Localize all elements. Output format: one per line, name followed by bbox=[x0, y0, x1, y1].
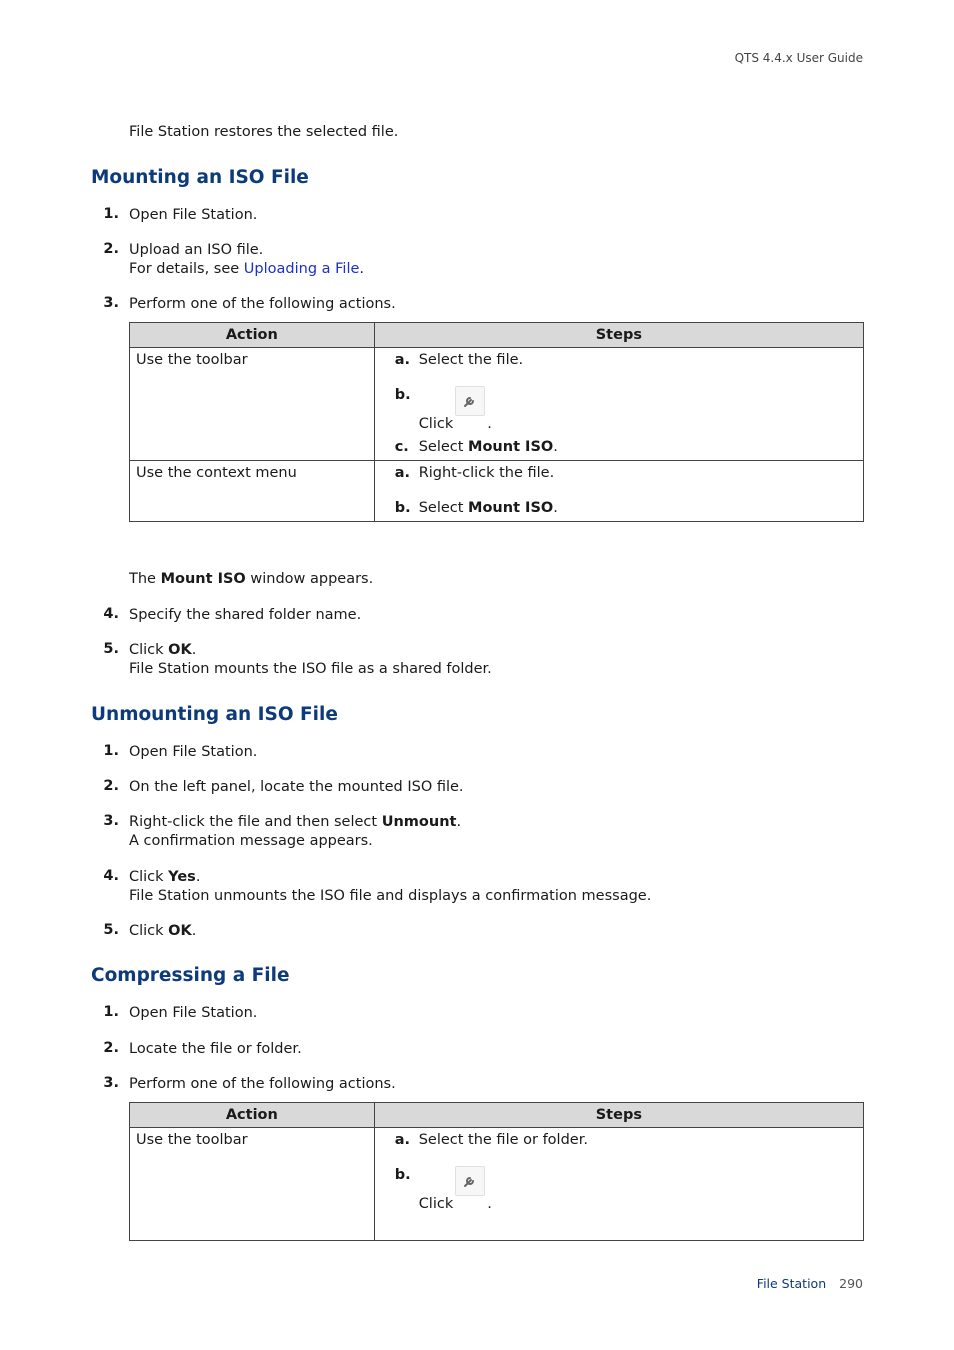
step-number: 3. bbox=[103, 295, 119, 311]
compress-table-clip bbox=[129, 1102, 865, 1212]
step-text: Locate the file or folder. bbox=[129, 1041, 302, 1057]
footer bbox=[757, 1276, 863, 1291]
substep-text: Select the file or folder. bbox=[418, 1132, 588, 1148]
restored-text: File Station restores the selected file. bbox=[129, 124, 399, 140]
steps-cell bbox=[374, 461, 863, 522]
text-prefix: Click bbox=[129, 869, 169, 885]
substep-text: Click bbox=[418, 416, 454, 432]
step-detail bbox=[129, 260, 364, 279]
unmount-label: Unmount bbox=[381, 814, 457, 830]
step-number: 2. bbox=[103, 241, 119, 257]
column-header-steps: Steps bbox=[374, 323, 863, 348]
step-number: 1. bbox=[103, 1004, 119, 1020]
step-detail: A confirmation message appears. bbox=[129, 833, 373, 849]
page-number: 290 bbox=[839, 1276, 863, 1291]
detail-prefix: For details, see bbox=[129, 261, 244, 277]
substep-letter: c. bbox=[394, 439, 409, 455]
mount-actions-table bbox=[129, 322, 864, 522]
section-heading-mount: Mounting an ISO File bbox=[91, 167, 309, 188]
text-prefix: Right-click the file and then select bbox=[129, 814, 382, 830]
substep-suffix: . bbox=[487, 1196, 492, 1212]
substep-letter: a. bbox=[394, 465, 410, 481]
substep-letter: a. bbox=[394, 352, 410, 368]
wrench-icon bbox=[463, 1174, 477, 1188]
substep-letter: a. bbox=[394, 1132, 410, 1148]
window-appears-text bbox=[129, 570, 373, 589]
uploading-a-file-link[interactable]: Uploading a File bbox=[243, 261, 360, 277]
section-heading-unmount: Unmounting an ISO File bbox=[91, 704, 338, 725]
step-number: 5. bbox=[103, 922, 119, 938]
text-suffix: . bbox=[195, 869, 201, 885]
action-cell bbox=[130, 1128, 375, 1241]
step-number: 1. bbox=[103, 206, 119, 222]
text-prefix: The bbox=[129, 571, 161, 587]
column-header-steps: Steps bbox=[374, 1103, 863, 1128]
text-suffix: . bbox=[191, 642, 197, 658]
ok-label: OK bbox=[168, 642, 192, 658]
detail-suffix: . bbox=[359, 261, 365, 277]
step-text: Perform one of the following actions. bbox=[129, 1076, 396, 1092]
step-text bbox=[129, 641, 196, 660]
step-number: 3. bbox=[103, 1075, 119, 1091]
substep-suffix: . bbox=[487, 416, 492, 432]
table-row bbox=[130, 461, 864, 522]
section-heading-compress: Compressing a File bbox=[91, 965, 290, 986]
step-text: Open File Station. bbox=[129, 207, 258, 223]
action-text: Use the toolbar bbox=[136, 1132, 248, 1148]
yes-label: Yes bbox=[168, 869, 196, 885]
table-row bbox=[130, 1128, 864, 1241]
step-text: On the left panel, locate the mounted ISO file. bbox=[129, 779, 464, 795]
step-text bbox=[129, 922, 196, 941]
step-text bbox=[129, 813, 461, 832]
wrench-icon bbox=[463, 394, 477, 408]
ok-label: OK bbox=[168, 923, 192, 939]
footer-section: File Station bbox=[756, 1276, 827, 1291]
action-cell bbox=[130, 461, 375, 522]
step-number: 3. bbox=[103, 813, 119, 829]
mount-iso-label: Mount ISO bbox=[468, 500, 554, 516]
substep-click bbox=[418, 1168, 492, 1212]
steps-cell bbox=[374, 1128, 863, 1241]
wrench-button[interactable] bbox=[455, 386, 485, 416]
substep-text: Select the file. bbox=[418, 352, 524, 368]
step-text bbox=[129, 868, 200, 887]
step-number: 1. bbox=[103, 743, 119, 759]
guide-title: QTS 4.4.x User Guide bbox=[734, 51, 863, 65]
action-text: Use the context menu bbox=[136, 465, 297, 481]
step-number: 2. bbox=[103, 778, 119, 794]
substep-text bbox=[419, 439, 558, 455]
text-suffix: . bbox=[191, 923, 197, 939]
substep-prefix: Select bbox=[418, 439, 469, 455]
step-number: 5. bbox=[103, 641, 119, 657]
step-number: 2. bbox=[103, 1040, 119, 1056]
text-suffix: window appears. bbox=[245, 571, 374, 587]
text-prefix: Click bbox=[129, 642, 169, 658]
mount-iso-label: Mount ISO bbox=[468, 439, 554, 455]
substep-text: Right-click the file. bbox=[418, 465, 555, 481]
substep-prefix: Select bbox=[418, 500, 469, 516]
substep-text: Click bbox=[418, 1196, 454, 1212]
text-prefix: Click bbox=[129, 923, 169, 939]
steps-cell bbox=[374, 348, 863, 461]
substep-click bbox=[418, 388, 492, 432]
step-detail: File Station mounts the ISO file as a shared folder. bbox=[129, 661, 492, 677]
step-detail: File Station unmounts the ISO file and displays a confirmation message. bbox=[129, 888, 652, 904]
substep-suffix: . bbox=[553, 500, 558, 516]
action-text: Use the toolbar bbox=[136, 352, 248, 368]
step-text: Open File Station. bbox=[129, 1005, 258, 1021]
mount-iso-label: Mount ISO bbox=[160, 571, 246, 587]
column-header-action: Action bbox=[130, 1103, 375, 1128]
wrench-button[interactable] bbox=[455, 1166, 485, 1196]
table-row bbox=[130, 348, 864, 461]
substep-letter: b. bbox=[394, 387, 411, 403]
substep-text bbox=[419, 500, 558, 516]
step-text: Perform one of the following actions. bbox=[129, 296, 396, 312]
substep-letter: b. bbox=[394, 500, 411, 516]
compress-actions-table bbox=[129, 1102, 864, 1241]
substep-suffix: . bbox=[553, 439, 558, 455]
step-number: 4. bbox=[103, 868, 119, 884]
step-text: Open File Station. bbox=[129, 744, 258, 760]
column-header-action: Action bbox=[130, 323, 375, 348]
step-text: Specify the shared folder name. bbox=[129, 607, 362, 623]
substep-letter: b. bbox=[394, 1167, 411, 1183]
step-text: Upload an ISO file. bbox=[129, 242, 264, 258]
step-number: 4. bbox=[103, 606, 119, 622]
action-cell bbox=[130, 348, 375, 461]
text-suffix: . bbox=[456, 814, 462, 830]
